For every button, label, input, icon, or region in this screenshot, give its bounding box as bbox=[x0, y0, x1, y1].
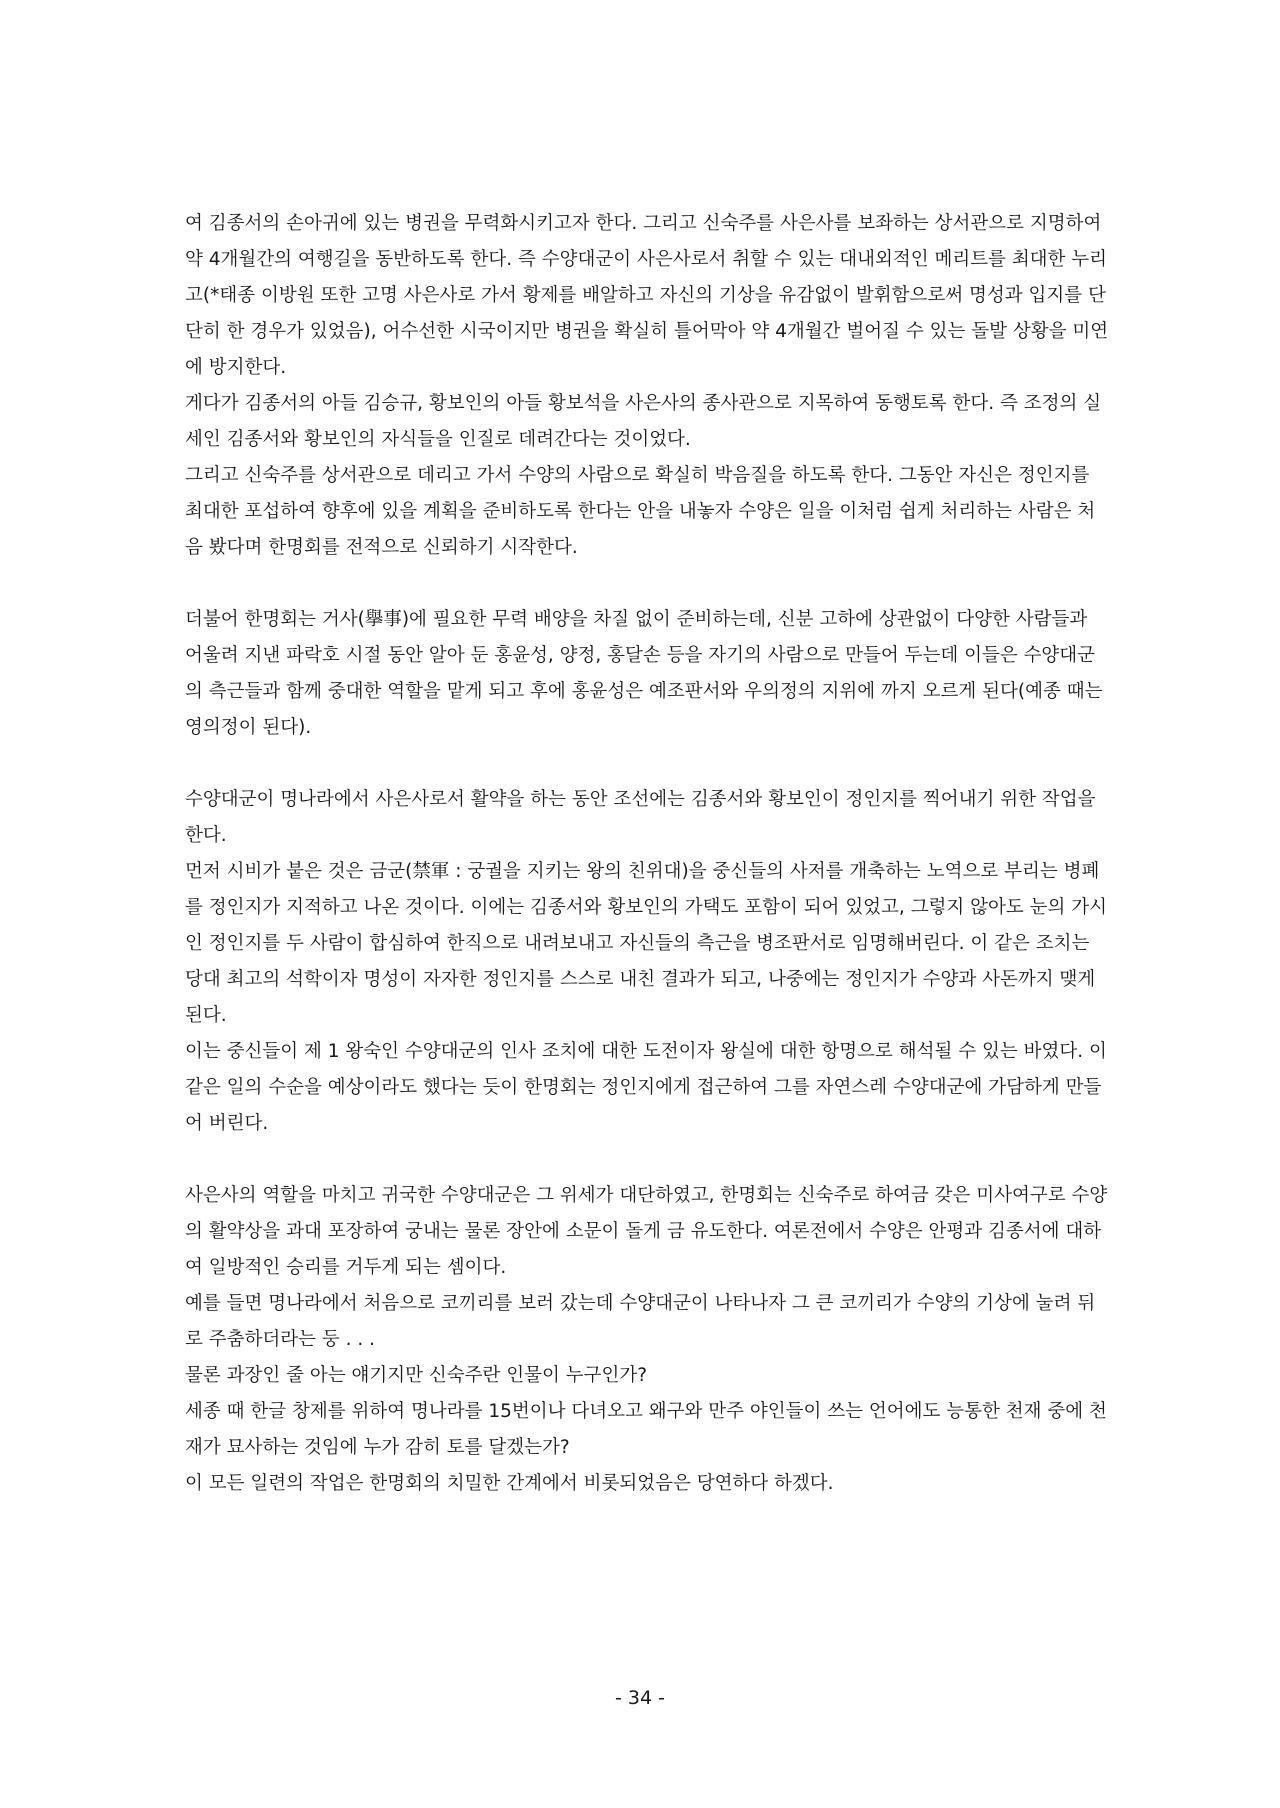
paragraph-block-3 bbox=[185, 782, 1110, 1142]
page-number: - 34 - bbox=[615, 1687, 665, 1709]
body-text bbox=[185, 206, 1110, 1502]
paragraph: 그리고 신숙주를 상서관으로 데리고 가서 수양의 사람으로 확실히 박음질을 하도록 한다. 그동안 자신은 정인지를 최대한 포섭하여 향후에 있을 계획을 준비하도록 한다는 안을 내놓자 수양은 일을 이처럼 쉽게 처리하는 사람은 처음 봤다며 한명회를 전적으로 신뢰하기 시작한다. bbox=[185, 465, 1096, 558]
paragraph-block-4 bbox=[185, 1178, 1110, 1502]
paragraph: 여 김종서의 손아귀에 있는 병권을 무력화시키고자 한다. 그리고 신숙주를 사은사를 보좌하는 상서관으로 지명하여 약 4개월간의 여행길을 동반하도록 한다. 즉 수양대군이 사은사로서 취할 수 있는 대내외적인 메리트를 최대한 누리고(*태종 이방원 또한 고명 사은사로 가서 황제를 배알하고 자신의 기상을 유감없이 발휘함으로써 명성과 입지를 단단히 한 경우가 있었음), 어수선한 시국이지만 병권을 확실히 틀어막아 약 4개월간 벌어질 수 있는 돌발 상황을 미연에 방지한다. bbox=[185, 213, 1109, 378]
paragraph: 예를 들면 명나라에서 처음으로 코끼리를 보러 갔는데 수양대군이 나타나자 그 큰 코끼리가 수양의 기상에 눌려 뒤로 주춤하더라는 둥 . . . bbox=[185, 1293, 1096, 1350]
paragraph: 물론 과장인 줄 아는 얘기지만 신숙주란 인물이 누구인가? bbox=[185, 1365, 648, 1386]
paragraph: 이 모든 일련의 작업은 한명회의 치밀한 간계에서 비롯되었음은 당연하다 하겠다. bbox=[185, 1473, 834, 1494]
paragraph: 게다가 김종서의 아들 김승규, 황보인의 아들 황보석을 사은사의 종사관으로 지목하여 동행토록 한다. 즉 조정의 실세인 김종서와 황보인의 자식들을 인질로 데려간다는 것이었다. bbox=[185, 393, 1102, 450]
paragraph-gap bbox=[185, 1142, 1110, 1178]
paragraph-block-2 bbox=[185, 602, 1110, 746]
paragraph: 세종 때 한글 창제를 위하여 명나라를 15번이나 다녀오고 왜구와 만주 야인들이 쓰는 언어에도 능통한 천재 중에 천재가 묘사하는 것임에 누가 감히 토를 달겠는가? bbox=[185, 1401, 1107, 1458]
paragraph: 사은사의 역할을 마치고 귀국한 수양대군은 그 위세가 대단하였고, 한명회는 신숙주로 하여금 갖은 미사여구로 수양의 활약상을 과대 포장하여 궁내는 물론 장안에 소문이 돌게 금 유도한다. 여론전에서 수양은 안평과 김종서에 대하여 일방적인 승리를 거두게 되는 셈이다. bbox=[185, 1185, 1108, 1278]
paragraph-block-1 bbox=[185, 206, 1110, 566]
paragraph: 수양대군이 명나라에서 사은사로서 활약을 하는 동안 조선에는 김종서와 황보인이 정인지를 찍어내기 위한 작업을 한다. bbox=[185, 789, 1096, 846]
paragraph-gap bbox=[185, 566, 1110, 602]
paragraph: 먼저 시비가 붙은 것은 금군(禁軍 : 궁궐을 지키는 왕의 친위대)을 중신들의 사저를 개축하는 노역으로 부리는 병폐를 정인지가 지적하고 나온 것이다. 이에는 김종서와 황보인의 가택도 포함이 되어 있었고, 그렇지 않아도 눈의 가시인 정인지를 두 사람이 합심하여 한직으로 내려보내고 자신들의 측근을 병조판서로 임명해버린다. 이 같은 조치는 당대 최고의 석학이자 명성이 자자한 정인지를 스스로 내친 결과가 되고, 나중에는 정인지가 수양과 사돈까지 맺게 된다. bbox=[185, 861, 1108, 1026]
paragraph: 더불어 한명회는 거사(擧事)에 필요한 무력 배양을 차질 없이 준비하는데, 신분 고하에 상관없이 다양한 사람들과 어울려 지낸 파락호 시절 동안 알아 둔 홍윤성, 양정, 홍달손 등을 자기의 사람으로 만들어 두는데 이들은 수양대군의 측근들과 함께 중대한 역할을 맡게 되고 후에 홍윤성은 예조판서와 우의정의 지위에 까지 오르게 된다(예종 때는 영의정이 된다). bbox=[185, 609, 1103, 738]
paragraph-gap bbox=[185, 746, 1110, 782]
paragraph: 이는 중신들이 제 1 왕숙인 수양대군의 인사 조치에 대한 도전이자 왕실에 대한 항명으로 해석될 수 있는 바였다. 이 같은 일의 수순을 예상이라도 했다는 듯이 한명회는 정인지에게 접근하여 그를 자연스레 수양대군에 가담하게 만들어 버린다. bbox=[185, 1041, 1107, 1134]
